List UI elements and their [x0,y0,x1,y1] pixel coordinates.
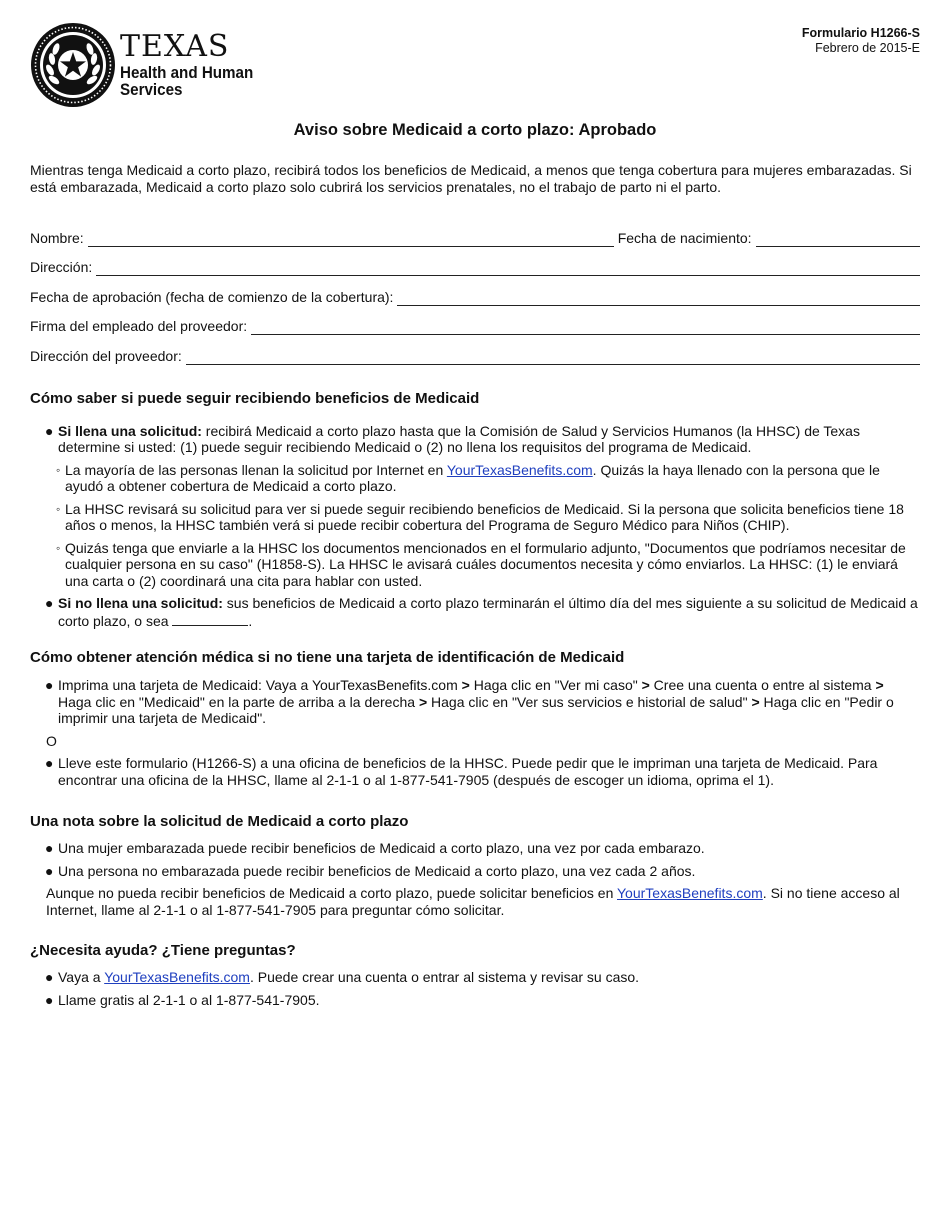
bullet-icon: ● [45,422,54,439]
header [30,20,920,112]
document-page [30,20,920,1008]
bullet-icon: ● [45,595,54,611]
yourtexasbenefits-link[interactable]: YourTexasBenefits.com [446,461,593,478]
provider-signature-row [30,306,920,336]
section-note-heading: Una nota sobre la solicitud de Medicaid a corto plazo [30,813,409,830]
or-separator: O [46,732,57,749]
no-apply-end: . [248,612,253,629]
online-text-a: La mayoría de las personas llenan la solicitud por Internet en [65,461,447,478]
provider-address-row [30,335,920,365]
name-field[interactable] [88,229,614,247]
arrow-icon: > [641,677,650,693]
list-item [30,969,920,986]
apply-note-paragraph [30,885,920,918]
bullet-icon: ● [45,755,54,771]
logo-text [120,28,265,99]
office-text: Lleve este formulario (H1266-S) a una oficina de beneficios de la HHSC. Puede pedir que le impriman una tarjeta de Medicaid. Para encontrar una oficina de la HHSC, llame al 2-1-1 o al 1-877-541-7905 (después de escoger un idioma, oprima el 1). [58,755,878,788]
list-item [30,863,920,880]
end-date-field[interactable] [172,612,248,626]
call-text: Llame gratis al 2-1-1 o al 1-877-541-7905. [58,991,320,1008]
section-help-heading: ¿Necesita ayuda? ¿Tiene preguntas? [30,942,296,959]
print-card-text-3: Cree una cuenta o entre al sistema [649,677,876,693]
list-item [30,423,920,456]
approval-date-label: Fecha de aprobación (fecha de comienzo de la cobertura): [30,288,394,305]
provider-address-label: Dirección del proveedor: [30,347,182,364]
no-apply-text: sus beneficios de Medicaid a corto plazo terminarán el último día del mes siguiente a su solicitud de Medicaid a corto plazo, o sea [58,595,918,629]
yourtexasbenefits-link[interactable]: YourTexasBenefits.com [617,885,763,901]
sub-bullet-icon: ◦ [56,462,61,477]
review-text: La HHSC revisará su solicitud para ver si puede seguir recibiendo beneficios de Medicaid. Si la persona que solicita beneficios tiene 18 años o menos, la HHSC también verá si puede recibir cobertura del Programa de Seguro Médico para Niños (CHIP). [65,500,904,533]
logo-line2: Health and Human [120,63,254,82]
name-label: Nombre: [30,229,84,246]
online-text-b: . Quizás la haya llenado con la persona que le ayudó a obtener cobertura de Medicaid a corto plazo. [65,461,880,494]
logo-texas: TEXAS [120,28,230,64]
intro-paragraph: Mientras tenga Medicaid a corto plazo, recibirá todos los beneficios de Medicaid, a menos que tenga cobertura para mujeres embarazadas. Si está embarazada, Medicaid a corto plazo solo cubrirá los servicios prenatales, no el trabajo de parto ni el parto. [30,162,912,195]
dob-label: Fecha de nacimiento: [617,229,752,246]
address-row [30,247,920,277]
texas-seal-icon [30,22,116,108]
address-label: Dirección: [30,259,93,275]
section-continue-benefits-heading: Cómo saber si puede seguir recibiendo beneficios de Medicaid [30,389,480,407]
dob-field[interactable] [756,229,920,247]
print-card-text-4: Haga clic en "Medicaid" en la parte de arriba a la derecha [58,693,419,710]
list-item [30,501,920,534]
section-medical-care-heading: Cómo obtener atención médica si no tiene una tarjeta de identificación de Medicaid [30,649,625,666]
arrow-icon: > [751,693,760,710]
page-title: Aviso sobre Medicaid a corto plazo: Aprobado [293,121,657,139]
arrow-icon: > [461,677,470,693]
print-card-text-2: Haga clic en "Ver mi caso" [469,677,642,693]
sub-bullet-icon: ◦ [56,540,61,555]
list-item [30,840,920,857]
visit-text-a: Vaya a [58,969,105,985]
bullet-icon: ● [45,840,54,856]
documents-text: Quizás tenga que enviarle a la HHSC los documentos mencionados en el formulario adjunto, "Documentos que podríamos necesitar de cualquier persona en su caso" (H1858-S). La HHSC le avisará cuáles documentos necesita y cómo enviarlos. La HHSC: (1) le enviará una carta o (2) coordinará una cita para hablar con usted. [65,539,906,589]
non-pregnant-text: Una persona no embarazada puede recibir beneficios de Medicaid a corto plazo, una vez cada 2 años. [58,862,696,879]
print-card-text-5: Haga clic en "Ver sus servicios e historial de salud" [427,693,752,710]
address-field[interactable] [96,258,920,276]
no-apply-bold-label: Si no llena una solicitud: [58,595,223,611]
logo-line3: Services [120,81,183,99]
print-card-text-6: Haga clic en "Pedir o imprimir una tarjeta de Medicaid". [58,693,894,726]
provider-address-field[interactable] [186,347,920,365]
arrow-icon: > [418,693,428,710]
yourtexasbenefits-link[interactable]: YourTexasBenefits.com [104,969,250,985]
visit-text-b: . Puede crear una cuenta o entrar al sistema y revisar su caso. [249,969,640,985]
pregnant-text: Una mujer embarazada puede recibir beneficios de Medicaid a corto plazo, una vez por cada embarazo. [58,840,705,856]
approval-date-field[interactable] [397,288,920,306]
list-item [30,992,920,1009]
list-item [30,462,920,495]
list-item [30,677,920,727]
provider-signature-label: Firma del empleado del proveedor: [30,318,248,334]
apply-note-a: Aunque no pueda recibir beneficios de Medicaid a corto plazo, puede solicitar beneficios en [46,885,617,901]
apply-note-b: . Si no tiene acceso al Internet, llame al 2-1-1 o al 1-877-541-7905 para preguntar cómo solicitar. [46,885,900,918]
bullet-icon: ● [45,991,54,1008]
list-item [30,755,920,788]
bullet-icon: ● [45,677,54,693]
bullet-icon: ● [45,969,54,985]
print-card-text-1: Imprima una tarjeta de Medicaid: Vaya a YourTexasBenefits.com [58,677,462,693]
list-item [30,595,920,629]
name-row [30,217,920,247]
form-code: Formulario H1266-S [801,26,920,40]
arrow-icon: > [875,677,884,693]
hhs-logo [30,22,265,108]
form-identifier [802,26,920,56]
approval-date-row [30,276,920,306]
sub-bullet-icon: ◦ [56,501,61,516]
apply-text: recibirá Medicaid a corto plazo hasta que la Comisión de Salud y Servicios Humanos (la HHSC) de Texas determine si usted: (1) puede seguir recibiendo Medicaid o (2) no llena los requisitos del programa de Medicaid. [58,422,860,455]
apply-bold-label: Si llena una solicitud: [58,422,202,439]
bullet-icon: ● [45,862,54,879]
form-date: Febrero de 2015-E [815,41,920,55]
form-fields [30,217,920,365]
list-item [30,540,920,590]
provider-signature-field[interactable] [251,317,920,335]
